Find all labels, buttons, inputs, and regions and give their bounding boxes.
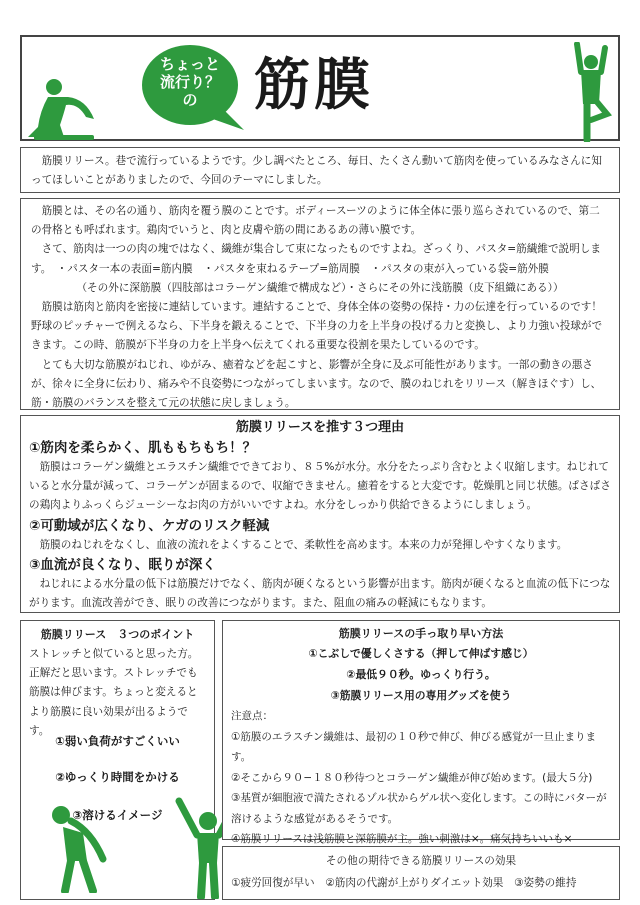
point-item-2: ②ゆっくり時間をかける [55, 770, 180, 784]
note-1: ①筋膜のエラスチン繊維は、最初の１０秒で伸び、伸びる感覚が一旦止まります。 [231, 730, 596, 763]
points-text: ストレッチと似ていると思った方。正解だと思います。ストレッチでも筋膜は伸びます。ちょっと変えるとより筋膜に良い効果が出るようです。 [29, 648, 199, 737]
body-paragraph-5: とても大切な筋膜がねじれ、ゆがみ、癒着などを起こすと、影響が全身に及ぶ可能性があります。一部の動きの悪さが、徐々に全身に伝わり、痛みや不良姿勢につながってしまいます。なので、膜のねじれをリリース（解きほぐす）し、筋・筋膜のバランスを整えて元の状態に戻しましょう。 [31, 358, 602, 410]
bubble-line-2: 流行り？ [159, 73, 220, 91]
reasons-title: 筋膜リリースを推す３つ理由 [235, 420, 405, 435]
body-paragraph-2: さて、筋肉は一つの肉の塊ではなく、繊維が集合して束になったものですよね。ざっくり、パスタ=筋繊維で説明します。 ・パスタ一本の表面=筋内膜 ・パスタを束ねるテープ=筋周膜 ・パスタの束が入っている袋=筋外膜 [31, 243, 601, 275]
effects-box [222, 846, 620, 900]
reason-2-heading: ②可動域が広くなり、ケガのリスク軽減 [29, 517, 270, 534]
bubble-line-3: の [182, 91, 198, 109]
reason-3-heading: ③血流が良くなり、眠りが深く [29, 556, 216, 573]
method-box [222, 620, 620, 845]
body-paragraph-1: 筋膜とは、その名の通り、筋肉を覆う膜のことです。ボディースーツのように体全体に張り巡らされているので、第二の骨格とも呼ばれます。鶏肉でいうと、肉と皮膚や筋の間にあるあの薄い膜です。 [31, 205, 600, 237]
fascia-explanation-box [20, 198, 620, 410]
effects-line: ①疲労回復が早い ②筋肉の代謝が上がりダイエット効果 ③姿勢の維持 [231, 877, 577, 889]
points-box [20, 620, 215, 900]
bubble-text [140, 55, 240, 109]
bubble-line-1: ちょっと [159, 55, 220, 73]
reason-3-text: ねじれによる水分量の低下は筋膜だけでなく、筋肉が硬くなるという影響が出ます。筋肉が硬くなると血流の低下につながります。血流改善ができ、眠りの改善につながります。また、阻血の痛みの軽減にもなります。 [29, 577, 611, 610]
reason-2-text: 筋膜のねじれをなくし、血液の流れをよくすることで、柔軟性を高めます。本来の力が発揮しやすくなります。 [39, 538, 568, 551]
page-title: 筋膜 [254, 53, 374, 118]
tree-pose-figure-icon [567, 42, 615, 142]
reason-1-heading: ①筋肉を柔らかく、肌ももちもち！？ [29, 440, 257, 456]
body-paragraph-4: 筋膜は筋肉と筋肉を密接に連結しています。連結することで、身体全体の姿勢の保持・力の伝達を行っているのです！野球のピッチャーで例えるなら、下半身を鍛えることで、下半身の力を上半身の投げる力と変換し、より力強い投球ができます。この時、筋膜が下半身の力を上半身へ伝えてくれる重要な役割を果たしているのです。 [31, 301, 603, 352]
point-item-3: ③溶けるイメージ [72, 808, 163, 822]
intro-box [20, 147, 620, 193]
method-step-2: ②最低９０秒。ゆっくり行う。 [346, 668, 496, 681]
note-2: ②そこから９０−１８０秒待つとコラーゲン繊維が伸び始めます。(最大５分) [231, 771, 593, 784]
side-bend-figure-icon [43, 801, 113, 893]
stretch-figure-icon [24, 77, 102, 141]
method-step-3: ③筋膜リリース用の専用グッズを使う [330, 689, 512, 702]
note-3: ③基質が細胞液で満たされるゾル状からゲル状へ変化します。この時にバターが溶けるような感覚があるそうです。 [231, 792, 607, 825]
intro-text: 筋膜リリース。巷で流行っているようです。少し調べたところ、毎日、たくさん動いて筋肉を使っているみなさんに知ってほしいことがありましたので、今回のテーマにしました。 [31, 155, 602, 187]
reasons-box [20, 415, 620, 613]
header-box [20, 35, 620, 141]
notes-label: 注意点： [231, 710, 273, 722]
method-step-1: ①こぶしで優しくさする（押して伸ばす感じ） [308, 647, 534, 660]
note-4: ④筋膜リリースは浅筋膜と深筋膜が主。強い刺激は×。痛気持ちいいも× [231, 833, 573, 845]
reason-1-text: 筋膜はコラーゲン繊維とエラスチン繊維でできており、８５%が水分。水分をたっぷり含むとよく収縮します。ねじれていると水分量が減って、コラーゲンが固まるので、収縮できません。癒着をすると大変です。乾燥肌と同じ状態。ぱさぱさの鶏肉よりふっくらジューシーなお肉の方がいいですよね。水分をしっかり供給できるようにしましょう。 [29, 461, 611, 512]
effects-title: その他の期待できる筋膜リリースの効果 [325, 855, 517, 867]
method-title: 筋膜リリースの手っ取り早い方法 [338, 627, 504, 640]
point-item-1: ①弱い負荷がすごくいい [55, 734, 180, 748]
points-title: 筋膜リリース ３つのポイント [40, 628, 195, 641]
body-paragraph-3: （その外に深筋膜（四肢部はコラーゲン繊維で構成など）・さらにその外に浅筋膜（皮下組織にある）） [76, 281, 564, 294]
